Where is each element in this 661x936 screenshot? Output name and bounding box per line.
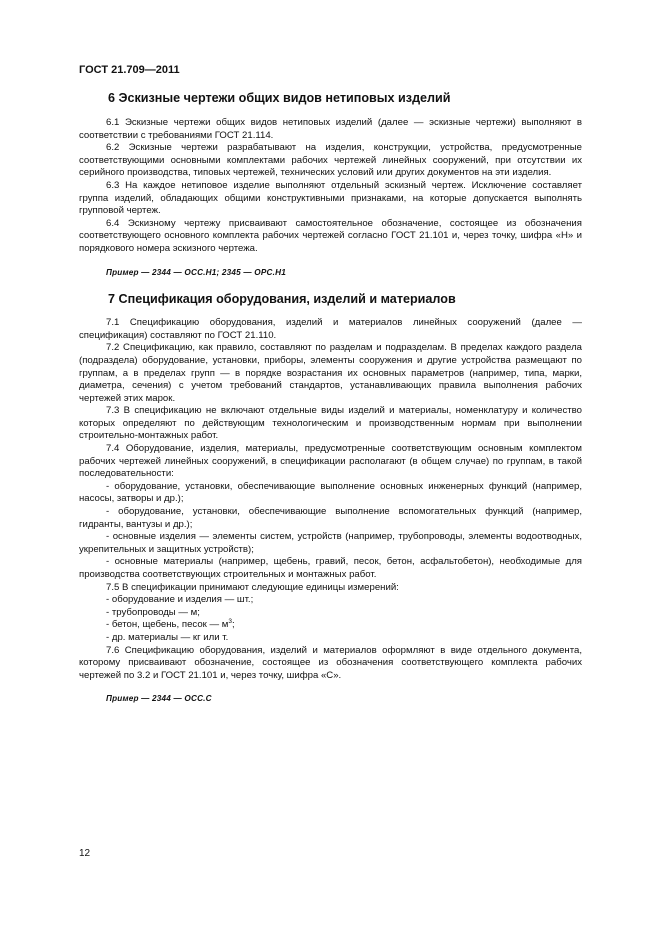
clause-7-6: 7.6 Спецификацию оборудования, изделий и материалов оформляют в виде отдельного документа, которому присваивают обозначение, состоящее из обозначения соответствующего комплекта рабочих чертежей по 3.2 и ГОСТ 21.101 и, через точку, шифра «С». xyxy=(79,644,582,681)
list-item xyxy=(79,619,582,632)
list-item: - др. материалы — кг или т. xyxy=(106,631,229,643)
clause-6-1: 6.1 Эскизные чертежи общих видов нетиповых изделий (далее — эскизные чертежи) выполняют в соответствии с требованиями ГОСТ 21.114. xyxy=(79,117,582,141)
clause-7-1: 7.1 Спецификацию оборудования, изделий и материалов линейных сооружений (далее — спецификация) составляют по ГОСТ 21.110. xyxy=(79,317,582,341)
unit-tail: ; xyxy=(232,619,235,631)
cube-superscript: 3 xyxy=(228,618,232,626)
clause-7-4: 7.4 Оборудование, изделия, материалы, предусмотренные соответствующим основным комплектом рабочих чертежей линейных сооружений, в спецификации располагают (в общем случае) по группам, в такой последовательности: xyxy=(79,443,582,480)
clause-7-5: 7.5 В спецификации принимают следующие единицы измерений: xyxy=(106,581,399,593)
section-6-example: Пример — 2344 — ОСС.Н1; 2345 — ОРС.Н1 xyxy=(106,267,286,277)
section-7-example: Пример — 2344 — ОСС.С xyxy=(106,694,212,704)
unit-text: - бетон, щебень, песок — м xyxy=(106,619,229,631)
clause-7-2: 7.2 Спецификацию, как правило, составляют по разделам и подразделам. В пределах каждого раздела (подраздела) оборудование, установки, приборы, элементы сооружения и другие устройства размещают по группам, а в пределах групп — в порядке возрастания их основных параметров (например, типа, марки, диаметра, сечения) с учетом требований стандартов, устанавливающих правила выполнения рабочих чертежей этих марок. xyxy=(79,342,582,404)
clause-6-2: 6.2 Эскизные чертежи разрабатывают на изделия, конструкции, устройства, предусмотренные соответствующими основными комплектами рабочих чертежей линейных сооружений, при отсутствии их серийного производства, типовых чертежей, технических условий или других документов на эти изделия. xyxy=(79,142,582,179)
document-header: ГОСТ 21.709—2011 xyxy=(79,64,180,76)
list-item: - основные материалы (например, щебень, гравий, песок, бетон, асфальтобетон), необходимые для производства соответствующих строительных и монтажных работ. xyxy=(79,556,582,580)
clause-7-3: 7.3 В спецификацию не включают отдельные виды изделий и материалы, номенклатуру и количество которых определяют по действующим технологическим и производственным нормам при выполнении строительно-монтажных работ. xyxy=(79,405,582,442)
page-number: 12 xyxy=(79,848,91,859)
list-item: - оборудование, установки, обеспечивающие выполнение вспомогательных функций (например, гидранты, вантузы и др.); xyxy=(79,506,582,530)
list-item: - основные изделия — элементы систем, устройств (например, трубопроводы, элементы водоотводных, укрепительных и защитных устройств); xyxy=(79,531,582,555)
clause-6-4: 6.4 Эскизному чертежу присваивают самостоятельное обозначение, состоящее из обозначения соответствующего основного комплекта рабочих чертежей согласно ГОСТ 21.101 и, через точку, шифра «Н» и порядкового номера эскизного чертежа. xyxy=(79,217,582,254)
section-6-title: 6 Эскизные чертежи общих видов нетиповых изделий xyxy=(108,91,451,105)
section-7-title: 7 Спецификация оборудования, изделий и материалов xyxy=(108,292,456,307)
list-item: - оборудование и изделия — шт.; xyxy=(106,594,254,606)
clause-6-3: 6.3 На каждое нетиповое изделие выполняют отдельный эскизный чертеж. Исключение составляет группа изделий, обладающих общими конструктивными признаками, на которые допускается выполнять групповой чертеж. xyxy=(79,179,582,217)
list-item: - трубопроводы — м; xyxy=(106,606,200,618)
page-content xyxy=(79,90,582,706)
list-item: - оборудование, установки, обеспечивающие выполнение основных инженерных функций (например, насосы, затворы и др.); xyxy=(79,480,582,505)
